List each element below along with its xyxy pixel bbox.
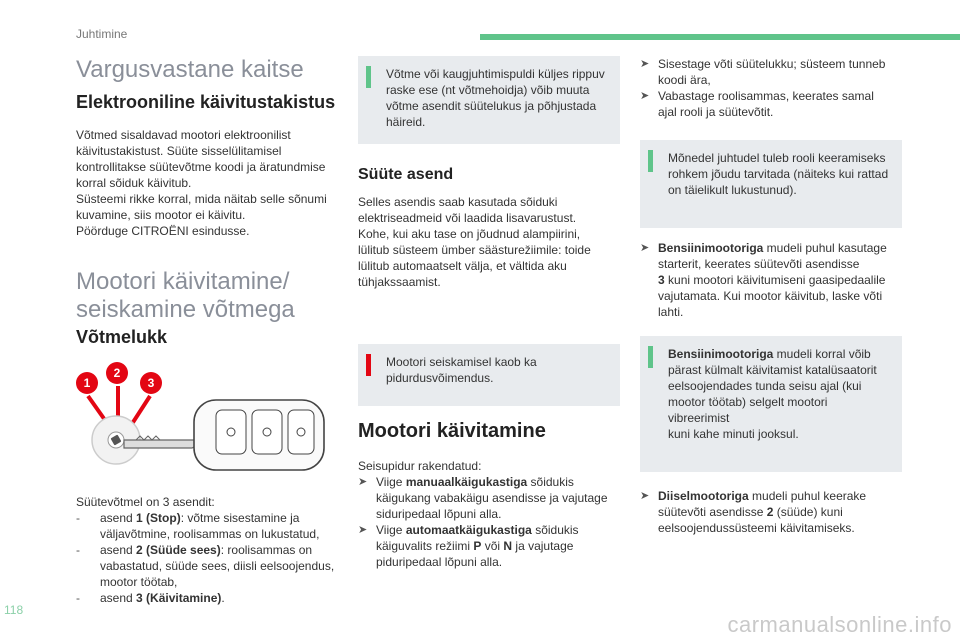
position-1-badge: 1	[76, 372, 98, 394]
list-item: ➤ Viige manuaalkäigukastiga sõidukis käigukang vabakäigu asendisse ja vajutage siduripedaal lõpuni alla.	[358, 475, 608, 521]
info-marker-icon	[648, 150, 653, 172]
steering-info-note: Mõnedel juhtudel tuleb rooli keeramiseks rohkem jõudu tarvitada (näiteks kui rattad on täielikult lukustunud).	[640, 140, 902, 228]
immobiliser-title: Elektrooniline käivitustakistus	[76, 92, 336, 112]
position-3-badge: 3	[140, 372, 162, 394]
arrow-right-icon: ➤	[358, 476, 368, 488]
engine-start-title: Mootori käivitamine	[358, 420, 546, 442]
engine-start-intro: Seisupidur rakendatud:	[358, 459, 482, 473]
section-label: Juhtimine	[76, 27, 128, 41]
arrow-right-icon: ➤	[640, 58, 650, 70]
key-positions-list	[76, 510, 356, 606]
arrow-right-icon: ➤	[640, 90, 650, 102]
list-item: ➤ Viige automaatkäigukastiga sõidukis käiguvalits režiimi P või N ja vajutage piduripedaal lõpuni alla.	[358, 523, 579, 569]
list-item: - asend 3 (Käivitamine).	[76, 591, 225, 605]
watermark: carmanualsonline.info	[727, 612, 952, 637]
diesel-start-list	[640, 488, 905, 536]
list-item: ➤ Sisestage võti süütelukku; süsteem tunneb koodi ära,	[640, 57, 886, 87]
header-accent-bar	[480, 34, 960, 40]
theft-protection-title: Vargusvastane kaitse	[76, 56, 304, 83]
info-marker-icon	[648, 346, 653, 368]
immobiliser-text: Võtmed sisaldavad mootori elektroonilist käivitustakistust. Süüte sisselülitamisel kontrollitakse süütevõtme koodi ja äratundmise korral sõiduk käivitub. Süsteemi rikke korral, mida näitab selle sõnumi kuvamine, siis mootor ei käivitu. Pöörduge CITROËNI esindusse.	[76, 128, 327, 238]
list-item: ➤ Vabastage roolisammas, keerates samal ajal rooli ja süütevõtit.	[640, 89, 874, 119]
list-item: - asend 1 (Stop): võtme sisestamine ja väljavõtmine, roolisammas on lukustatud,	[76, 511, 320, 541]
arrow-right-icon: ➤	[640, 490, 650, 502]
position-2-badge: 2	[106, 362, 128, 384]
warning-marker-icon	[366, 354, 371, 376]
ignition-position-text: Selles asendis saab kasutada sõiduki elektriseadmeid või laadida lisavarustust. Kohe, kui aku tase on jõudnud alampiirini, lülitub süsteem ümber säästurežiimile: toide lülitub automaatselt välja, et vältida aku tühjakssaamist.	[358, 195, 591, 289]
list-item: ➤ Diiselmootoriga mudeli puhul keerake süütevõti asendisse 2 (süüde) kuni eelsoojendussüsteemi käivitamiseks.	[640, 489, 867, 535]
info-marker-icon	[366, 66, 371, 88]
arrow-right-icon: ➤	[358, 524, 368, 536]
engine-start-list	[358, 474, 620, 570]
key-illustration	[76, 360, 336, 480]
key-start-stop-title: Mootori käivitamine/ seiskamine võtmega	[76, 268, 295, 323]
arrow-right-icon: ➤	[640, 242, 650, 254]
keyring-info-note: Võtme või kaugjuhtimispuldi küljes rippuv raske ese (nt võtmehoidja) võib muuta võtme asendit süütelukus ja põhjustada häireid.	[358, 56, 620, 144]
list-item: ➤ Bensiinimootoriga mudeli puhul kasutage starterit, keerates süütevõti asendisse 3 kuni mootori käivitumiseni gaasipedaalile vajutamata. Kui mootor käivitub, laske võti lahti.	[640, 241, 887, 319]
list-item: - asend 2 (Süüde sees): roolisammas on vabastatud, süüde sees, diisli eelsoojendus, mootor töötab,	[76, 543, 335, 589]
key-fob-icon	[76, 360, 336, 480]
key-positions-intro: Süütevõtmel on 3 asendit:	[76, 495, 215, 509]
petrol-start-list	[640, 240, 905, 320]
page-number: 118	[4, 603, 24, 617]
brake-warning-note: Mootori seiskamisel kaob ka pidurdusvõimendus.	[358, 344, 620, 406]
ignition-lock-title: Võtmelukk	[76, 327, 168, 347]
unlock-steps-list	[640, 56, 905, 120]
ignition-position-title: Süüte asend	[358, 166, 454, 183]
catalyst-info-note: Bensiinimootoriga mudeli korral võib pärast külmalt käivitamist katalüsaatorit eelsoojendades tunda seisu ajal (kui mootor töötab) selgelt mootori vibreerimist kuni kahe minuti jooksul.	[640, 336, 902, 472]
